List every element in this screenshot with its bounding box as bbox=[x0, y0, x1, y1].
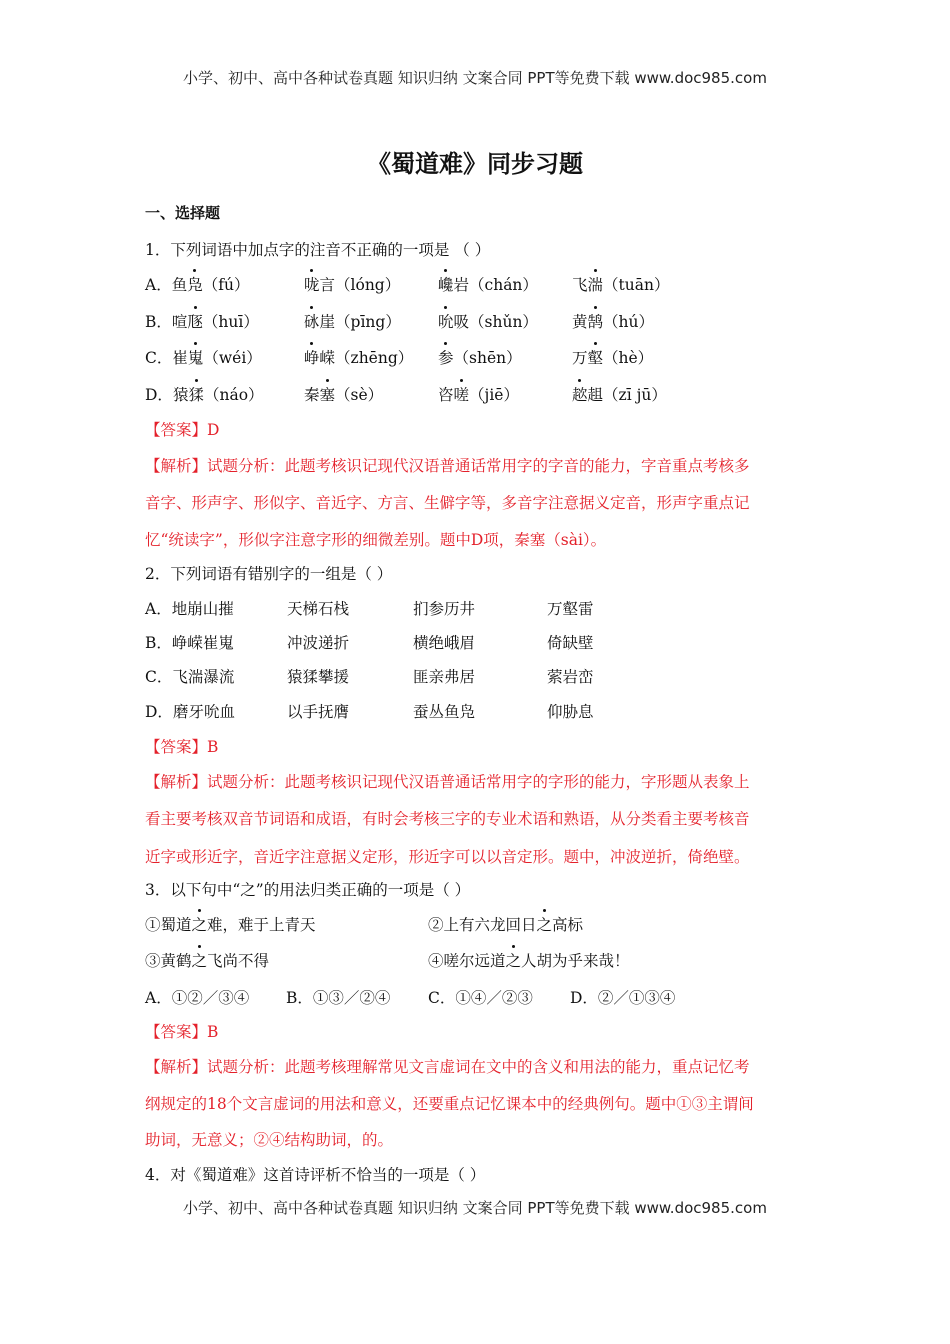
q2-cell: 冲波递折 bbox=[287, 634, 350, 652]
q3-choice-a: A．①②／③④ bbox=[145, 989, 250, 1007]
page-header: 小学、初中、高中各种试卷真题 知识归纳 文案合同 PPT等免费下载 www.doc985.com bbox=[183, 69, 767, 87]
dotted-char: 猱 bbox=[188, 383, 204, 405]
q1-row-a-item2: 咙言（lóng） bbox=[304, 273, 400, 295]
q1-row-c: C．崔嵬（wéi） bbox=[145, 346, 262, 368]
dotted-char: 趑 bbox=[572, 383, 588, 405]
q1-row-d-item2: 秦塞（sè） bbox=[304, 383, 383, 405]
q1-stem: 1．下列词语中加点字的注音不正确的一项是 （ ） bbox=[145, 241, 491, 259]
q3-choice-b: B．①③／②④ bbox=[286, 989, 391, 1007]
q2-cell: 仰胁息 bbox=[547, 703, 594, 721]
dotted-char: 砯 bbox=[304, 310, 320, 332]
q3-sentence-3: ③黄鹤之飞尚不得 bbox=[145, 949, 269, 971]
page-title: 《蜀道难》同步习题 bbox=[367, 149, 583, 178]
dotted-char: 之 bbox=[506, 949, 522, 971]
q1-answer: 【答案】D bbox=[145, 421, 220, 439]
q1-row-b-item4: 黄鹄（hú） bbox=[572, 310, 654, 332]
q3-answer: 【答案】B bbox=[145, 1023, 219, 1041]
dotted-char: 巉 bbox=[438, 273, 454, 295]
dotted-char: 鹄 bbox=[588, 310, 604, 332]
q2-stem: 2．下列词语有错别字的一组是（ ） bbox=[145, 565, 393, 583]
q1-row-a: A．鱼凫（fú） bbox=[145, 273, 249, 295]
q2-cell: 横绝峨眉 bbox=[413, 634, 476, 652]
dotted-char: 吮 bbox=[438, 310, 454, 332]
dotted-char: 之 bbox=[192, 949, 208, 971]
q2-row-a: A．地崩山摧 bbox=[145, 600, 234, 618]
dotted-char: 咙 bbox=[304, 273, 320, 295]
q2-row-c: C．飞湍瀑流 bbox=[145, 668, 235, 686]
q3-sentence-1: ①蜀道之难，难于上青天 bbox=[145, 913, 316, 935]
q1-row-d: D．猿猱（náo） bbox=[145, 383, 264, 405]
q3-analysis-line: 【解析】试题分析：此题考核理解常见文言虚词在文中的含义和用法的能力，重点记忆考 bbox=[145, 1058, 750, 1076]
q2-analysis-line: 看主要考核双音节词语和成语，有时会考核三字的专业术语和熟语，从分类看主要考核音 bbox=[145, 810, 750, 828]
dotted-char: 之 bbox=[192, 913, 208, 935]
q1-analysis-line: 音字、形声字、形似字、音近字、方言、生僻字等，多音字注意据义定音，形声字重点记 bbox=[145, 494, 750, 512]
dotted-char: 之 bbox=[537, 913, 553, 935]
q3-sentence-4: ④嗟尔远道之人胡为乎来哉！ bbox=[428, 949, 630, 971]
q2-cell: 猿猱攀援 bbox=[287, 668, 350, 686]
q1-analysis-line: 【解析】试题分析：此题考核识记现代汉语普通话常用字的字音的能力，字音重点考核多 bbox=[145, 457, 750, 475]
q2-cell: 倚缺壁 bbox=[547, 634, 594, 652]
dotted-char: 湍 bbox=[588, 273, 604, 295]
q1-row-d-item3: 咨嗟（jiē） bbox=[438, 383, 519, 405]
q1-row-a-item4: 飞湍（tuān） bbox=[572, 273, 669, 295]
dotted-char: 嵬 bbox=[188, 346, 204, 368]
dotted-char: 塞 bbox=[320, 383, 336, 405]
q2-analysis-line: 近字或形近字，音近字注意据义定形，形近字可以以音定形。题中，冲波逆折，倚绝壁。 bbox=[145, 848, 750, 866]
q3-choice-d: D．②／①③④ bbox=[570, 989, 676, 1007]
page-footer: 小学、初中、高中各种试卷真题 知识归纳 文案合同 PPT等免费下载 www.doc985.com bbox=[183, 1199, 767, 1217]
q3-choice-c: C．①④／②③ bbox=[428, 989, 533, 1007]
q1-row-b: B．喧豗（huī） bbox=[145, 310, 259, 332]
dotted-char: 峥 bbox=[304, 346, 320, 368]
q2-cell: 匪亲弗居 bbox=[413, 668, 476, 686]
q2-cell: 天梯石栈 bbox=[287, 600, 350, 618]
q1-row-c-item4: 万壑（hè） bbox=[572, 346, 653, 368]
q1-row-a-item3: 巉岩（chán） bbox=[438, 273, 538, 295]
q1-row-d-item4: 趑趄（zī jū） bbox=[572, 383, 667, 405]
q2-analysis-line: 【解析】试题分析：此题考核识记现代汉语普通话常用字的字形的能力，字形题从表象上 bbox=[145, 773, 750, 791]
q1-row-c-item3: 参（shēn） bbox=[438, 346, 522, 368]
q1-row-b-item2: 砯崖（pīng） bbox=[304, 310, 401, 332]
dotted-char: 壑 bbox=[588, 346, 604, 368]
dotted-char: 嗟 bbox=[454, 383, 470, 405]
q4-stem: 4．对《蜀道难》这首诗评析不恰当的一项是（ ） bbox=[145, 1166, 486, 1184]
q1-analysis-line: 忆“统读字”，形似字注意字形的细微差别。题中D项，秦塞（sài）。 bbox=[145, 531, 607, 549]
q2-row-d: D．磨牙吮血 bbox=[145, 703, 235, 721]
dotted-char: 凫 bbox=[187, 273, 203, 295]
q3-analysis-line: 纲规定的18个文言虚词的用法和意义，还要重点记忆课本中的经典例句。题中①③主谓间 bbox=[145, 1095, 754, 1113]
dotted-char: 参 bbox=[438, 346, 454, 368]
q2-cell: 蚕丛鱼凫 bbox=[413, 703, 476, 721]
q2-cell: 萦岩峦 bbox=[547, 668, 594, 686]
q2-row-b: B．峥嵘崔嵬 bbox=[145, 634, 234, 652]
q2-cell: 以手抚膺 bbox=[287, 703, 350, 721]
q2-answer: 【答案】B bbox=[145, 738, 219, 756]
q2-cell: 万壑雷 bbox=[547, 600, 594, 618]
q3-sentence-2: ②上有六龙回日之高标 bbox=[428, 913, 583, 935]
q3-stem: 3．以下句中“之”的用法归类正确的一项是（ ） bbox=[145, 881, 471, 899]
q1-row-c-item2: 峥嵘（zhēng） bbox=[304, 346, 413, 368]
dotted-char: 豗 bbox=[187, 310, 203, 332]
q1-row-b-item3: 吮吸（shǔn） bbox=[438, 310, 538, 332]
q3-analysis-line: 助词，无意义；②④结构助词，的。 bbox=[145, 1131, 394, 1149]
q2-cell: 扪参历井 bbox=[413, 600, 476, 618]
section-heading: 一、选择题 bbox=[145, 204, 221, 222]
